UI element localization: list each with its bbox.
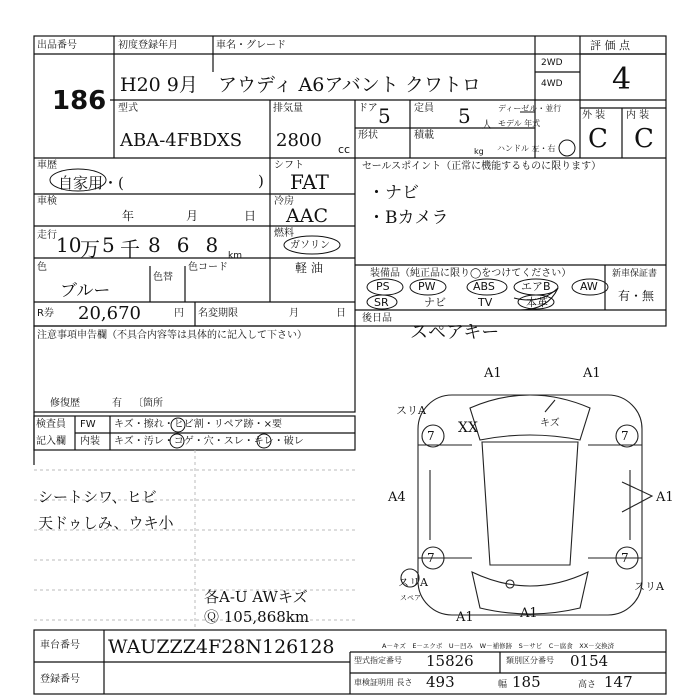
handle-label: ハンドル 左・右 [497,144,556,153]
after-parts-label: 後日品 [362,313,392,324]
sen-label: 千 [120,237,140,261]
diagram-mark-rr: スリA [634,580,664,593]
diagram-mark-rear-left: A1 [456,610,474,625]
equip-navi: ナビ [424,296,446,309]
cooler-value: AAC [286,205,328,227]
cert-length-label: 車検証明用 長さ [354,678,413,687]
persons-label: 人 [482,120,492,131]
new-warranty-label: 新車保証書 [612,269,658,279]
shape-label: 形状 [358,130,378,141]
sales-point-1: ・ナビ [368,183,419,203]
mileage-rest-value: 868 [148,233,235,257]
model-value: ABA-4FBDXS [120,130,243,151]
fuel-gasoline: ガソリン [290,240,330,251]
repair-location-label: 〔箇所 [133,398,163,409]
2wd-label: 2WD [541,58,563,68]
diagram-spare-label: スペア [400,594,421,602]
diagram-mark-left-side: A4 [388,490,406,505]
month-label: 月 [186,209,199,223]
history-value: 自家用・( [58,174,124,192]
first-reg-label: 初度登録年月 [118,40,178,51]
name-change-month: 月 [289,308,299,319]
inspector-label: 検査員 [36,419,66,430]
legend-text: A－キズ E－エクボ U－凹み W－補修跡 S－サビ C－腐食 XX－交換済 [382,642,615,650]
lot-no-value: 186 [52,86,107,116]
interior-options: キズ・汚レ・コゲ・穴・スレ・キレ・破レ [114,436,304,447]
doors-value: 5 [378,104,391,128]
name-grade-label: 車名・グレード [216,40,286,51]
man-label: 万 [80,237,100,261]
diagram-mark-rear-right: A1 [520,606,538,621]
diesel-label: ディーゼル・並行 [498,104,562,113]
history-label: 車歴 [37,160,57,171]
equipment-label: 装備品（純正品に限り◯をつけてください） [370,268,572,279]
type-spec-label: 型式指定番号 [354,656,402,665]
color-change-label: 色替 [153,272,173,283]
displacement-value: 2800 [276,130,322,151]
name-change-day: 日 [336,308,346,319]
diagram-mark-right-side: A1 [656,490,674,505]
interior-value: C [634,124,654,154]
fuel-light-oil: 軽 油 [295,261,323,275]
load-label: 積載 [414,130,434,141]
chassis-no-value: WAUZZZ4F28N126128 [108,636,335,658]
equip-pw: PW [418,280,436,293]
name-change-label: 名変期限 [198,308,238,319]
exterior-label: 外 装 [582,110,606,121]
exterior-value: C [588,124,608,154]
r-ticket-value: 20,670 [78,303,141,324]
capacity-label: 定員 [414,103,434,114]
year-label: 年 [122,209,135,223]
note-line-2: 天ドゥしみ、ウキ小 [38,514,174,532]
history-close: ) [258,172,264,190]
note-line-4: Ⓠ 105,868km [204,608,310,626]
inspection-label: 車検 [37,196,57,207]
equip-tv: TV [478,296,493,309]
first-reg-value: H20 9月 [120,74,198,96]
repair-value: 有 [112,398,122,409]
cooler-label: 冷房 [274,196,294,207]
diagram-wheel-rr: 7 [621,551,629,565]
grade-label: 評 価 点 [590,39,630,52]
type-spec-value: 15826 [426,652,474,670]
diagram-wheel-fr: 7 [621,429,629,443]
color-code-label: 色コード [188,262,228,273]
chassis-no-label: 車台番号 [40,640,80,651]
car-diagram [401,395,652,615]
name-grade-value: アウディ A6アバント クワトロ [218,74,481,96]
width-label: 幅 [498,680,508,690]
recorder-label: 記入欄 [36,436,66,447]
mileage-sen-value: 5 [102,233,115,257]
r-ticket-label: R券 [37,308,54,319]
equip-sr: SR [374,296,389,309]
fw-options: キズ・擦れ・ヒビ割・リペア跡・×要 [114,419,282,430]
4wd-label: 4WD [541,79,563,89]
warranty-value: 有・無 [618,289,655,303]
type-class-value: 0154 [570,652,609,670]
doors-label: ドア [358,103,378,114]
diagram-mark-hood: キズ [540,418,560,429]
diagram-wheel-fl: 7 [427,429,435,443]
model-label: 型式 [118,103,138,114]
note-line-3: 各A-U AWキズ [204,588,308,606]
diagram-wheel-rl: 7 [427,551,435,565]
shift-value: FAT [290,170,329,194]
diagram-mark-rl: スリA [398,576,428,589]
repair-label: 修復歴 [50,398,80,409]
notes-label: 注意事項申告欄（不具合内容等は具体的に記入して下さい） [37,330,307,341]
equip-ps: PS [376,280,390,293]
mileage-man-value: 10 [56,233,82,257]
yen-label: 円 [174,308,184,319]
capacity-value: 5 [458,104,471,128]
kg-label: kg [474,147,484,156]
fuel-label: 燃料 [274,228,294,239]
equip-leather: 本革 [526,296,548,309]
width-value: 185 [512,673,541,691]
reg-no-label: 登録番号 [40,674,80,685]
after-parts-value: スペアキー [410,322,500,343]
note-line-1: シートシワ、ヒビ [38,488,157,506]
diagram-mark-front-right: A1 [583,366,601,381]
height-label: 高さ [578,680,597,690]
lot-no-label: 出品番号 [37,40,77,51]
interior-row-label: 内装 [80,436,100,447]
height-value: 147 [604,673,633,691]
day-label: 日 [244,209,257,223]
cc-label: cc [338,143,351,156]
interior-label: 内 装 [626,110,650,121]
sales-point-2: ・Bカメラ [368,208,449,228]
grade-value: 4 [612,62,632,97]
equip-airbag: エアB [521,280,551,293]
model-year-label: モデル 年式 [498,119,541,128]
diagram-mark-fl-fender: スリA [396,404,426,417]
displacement-label: 排気量 [273,103,303,114]
color-label: 色 [37,262,47,273]
fw-label: FW [80,419,96,430]
diagram-mark-xx: XX [458,420,478,436]
equip-aw: AW [580,280,598,293]
type-class-label: 類別区分番号 [506,656,554,665]
sales-point-label: セールスポイント（正常に機能するものに限ります） [362,161,602,172]
diagram-mark-front-left: A1 [484,366,502,381]
equip-abs: ABS [473,280,495,293]
km-label: km [228,251,242,261]
mileage-label: 走行 [37,230,57,241]
length-value: 493 [426,673,455,691]
color-value: ブルー [60,281,111,301]
shift-label: シフト [274,160,304,171]
